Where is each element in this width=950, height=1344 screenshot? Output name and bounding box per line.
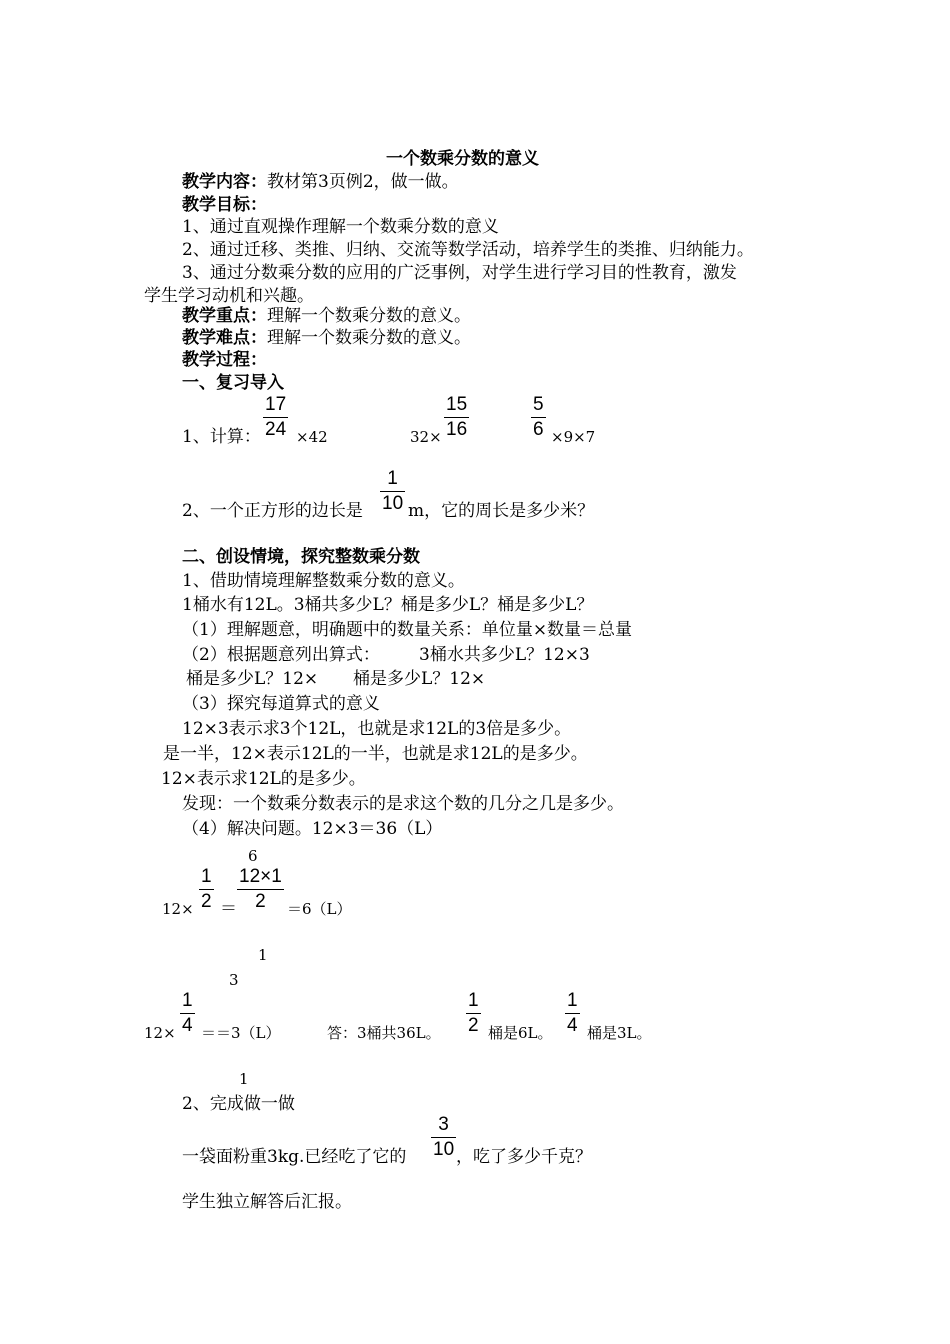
fraction-bar	[199, 889, 214, 890]
teaching-content-text: 教材第3页例2，做一做。	[267, 172, 459, 192]
fraction-numerator: 12×1	[239, 866, 282, 887]
equation-2-result: ＝＝3（L）	[201, 1024, 281, 1042]
fraction-numerator: 1	[567, 990, 578, 1011]
fraction-17-24	[263, 394, 288, 441]
calc-3-rest: ×9×7	[551, 428, 596, 446]
answer-text-3: 桶是3L。	[587, 1024, 652, 1042]
question-2-prefix: 2、一个正方形的边长是	[182, 501, 363, 521]
fraction-12x1-2	[237, 866, 284, 913]
fraction-numerator: 3	[438, 1114, 449, 1135]
answer-text-2: 桶是6L。	[488, 1024, 553, 1042]
fraction-bar	[263, 417, 288, 418]
equation-1-result: ＝6（L）	[287, 900, 352, 918]
equation-2-prefix: 12×	[144, 1024, 176, 1042]
cancel-mark-6: 6	[248, 847, 258, 865]
section-2-heading: 二、创设情境，探究整数乘分数	[182, 547, 420, 567]
fraction-bar	[565, 1013, 580, 1014]
fraction-5-6	[531, 394, 546, 441]
section-3-line-2b: ，吃了多少千克？	[456, 1147, 592, 1167]
fraction-numerator: 5	[533, 394, 544, 415]
fraction-denominator: 2	[255, 891, 266, 912]
fraction-bar	[531, 417, 546, 418]
section-2-line-3: （1）理解题意，明确题中的数量关系：单位量×数量＝总量	[182, 620, 633, 640]
fraction-denominator: 4	[567, 1015, 578, 1036]
teaching-difficulty-label: 教学难点：	[182, 328, 267, 348]
goal-item-1: 1、通过直观操作理解一个数乘分数的意义	[182, 217, 499, 237]
fraction-denominator: 4	[182, 1015, 193, 1036]
section-3-line-1: 2、完成做一做	[182, 1094, 295, 1114]
fraction-denominator: 24	[265, 419, 287, 440]
fraction-1-2	[199, 866, 214, 913]
fraction-denominator: 6	[533, 419, 544, 440]
equation-1-equals: ＝	[220, 899, 237, 919]
section-2-line-10: 发现：一个数乘分数表示的是求这个数的几分之几是多少。	[182, 794, 624, 814]
calc-2-prefix: 32×	[410, 428, 442, 446]
fraction-bar	[431, 1137, 456, 1138]
fraction-bar	[380, 491, 405, 492]
fraction-denominator: 2	[201, 891, 212, 912]
teaching-key-label: 教学重点：	[182, 306, 267, 326]
section-2-line-5a: 桶是多少L？12×	[186, 669, 319, 689]
calc-label: 1、计算：	[182, 427, 261, 447]
cancel-mark-1-top: 1	[258, 946, 268, 964]
teaching-key-text: 理解一个数乘分数的意义。	[267, 306, 471, 326]
fraction-bar	[237, 889, 284, 890]
section-2-line-7: 12×3表示求3个12L，也就是求12L的3倍是多少。	[182, 719, 572, 739]
fraction-1-4-answer	[565, 990, 580, 1037]
section-2-line-11: （4）解决问题。12×3＝36（L）	[182, 819, 443, 839]
teaching-difficulty	[182, 327, 471, 349]
section-3-line-3: 学生独立解答后汇报。	[182, 1192, 352, 1212]
equation-1-prefix: 12×	[162, 900, 194, 918]
fraction-1-10	[380, 468, 405, 515]
fraction-denominator: 10	[433, 1139, 455, 1160]
fraction-15-16	[444, 394, 469, 441]
fraction-bar	[444, 417, 469, 418]
question-2-suffix: m，它的周长是多少米？	[408, 501, 595, 521]
fraction-1-4	[180, 990, 195, 1037]
fraction-bar	[466, 1013, 481, 1014]
section-2-line-8: 是一半，12×表示12L的一半，也就是求12L的是多少。	[163, 744, 588, 764]
goal-item-2: 2、通过迁移、类推、归纳、交流等数学活动，培养学生的类推、归纳能力。	[182, 240, 754, 260]
fraction-denominator: 10	[382, 493, 404, 514]
cancel-mark-1-bottom: 1	[239, 1070, 249, 1088]
fraction-numerator: 15	[446, 394, 468, 415]
teaching-difficulty-text: 理解一个数乘分数的意义。	[267, 328, 471, 348]
goal-item-3: 3、通过分数乘分数的应用的广泛事例，对学生进行学习目的性教育，激发	[182, 263, 737, 283]
fraction-numerator: 1	[182, 990, 193, 1011]
section-1-heading: 一、复习导入	[182, 373, 284, 393]
teaching-key	[182, 305, 471, 327]
teaching-content-label: 教学内容：	[182, 172, 267, 192]
answer-text: 答：3桶共36L。	[327, 1024, 441, 1042]
fraction-denominator: 16	[446, 419, 468, 440]
section-2-line-2: 1桶水有12L。3桶共多少L？桶是多少L？桶是多少L？	[182, 595, 594, 615]
page-title: 一个数乘分数的意义	[386, 149, 539, 169]
section-2-line-5b: 桶是多少L？12×	[353, 669, 486, 689]
fraction-3-10	[431, 1114, 456, 1161]
calc-1-rest: ×42	[296, 428, 328, 446]
teaching-goal-label: 教学目标：	[182, 195, 267, 215]
section-2-line-6: （3）探究每道算式的意义	[182, 694, 380, 714]
section-2-line-4b: 3桶水共多少L？12×3	[419, 645, 590, 665]
fraction-bar	[180, 1013, 195, 1014]
fraction-numerator: 1	[468, 990, 479, 1011]
section-2-line-9: 12×表示求12L的是多少。	[161, 769, 366, 789]
section-2-line-4a: （2）根据题意列出算式：	[182, 645, 380, 665]
goal-item-3-cont: 学生学习动机和兴趣。	[144, 286, 314, 306]
fraction-numerator: 1	[387, 468, 398, 489]
section-2-line-1: 1、借助情境理解整数乘分数的意义。	[182, 571, 465, 591]
teaching-process-label: 教学过程：	[182, 350, 267, 370]
cancel-mark-3: 3	[229, 971, 239, 989]
fraction-1-2-answer	[466, 990, 481, 1037]
fraction-numerator: 1	[201, 866, 212, 887]
section-3-line-2a: 一袋面粉重3kg.已经吃了它的	[182, 1147, 407, 1167]
fraction-numerator: 17	[265, 394, 287, 415]
teaching-content	[182, 171, 459, 193]
fraction-denominator: 2	[468, 1015, 479, 1036]
